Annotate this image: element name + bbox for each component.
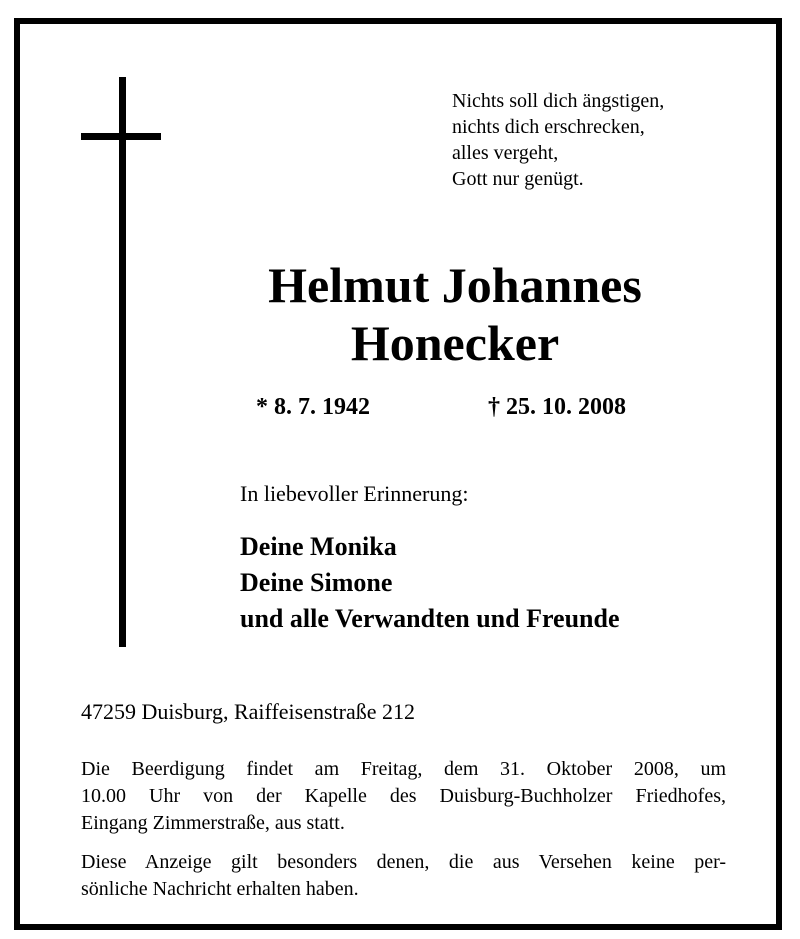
notice-line: sönliche Nachricht erhalten haben. — [81, 878, 359, 900]
notice-text — [81, 849, 726, 903]
funeral-info — [81, 756, 726, 837]
poem-line: Gott nur genügt. — [452, 168, 584, 190]
obituary-frame — [14, 18, 782, 930]
poem-line: nichts dich erschrecken, — [452, 116, 645, 138]
funeral-line: Die Beerdigung findet am Freitag, dem 31. Oktober 2008, um — [81, 758, 726, 780]
address: 47259 Duisburg, Raiffeisenstraße 212 — [81, 699, 416, 724]
birth-date: * 8. 7. 1942 — [256, 394, 370, 420]
mourner-line: und alle Verwandten und Freunde — [240, 604, 620, 633]
cross-icon-horizontal-bar — [81, 133, 161, 140]
mourner-line: Deine Monika — [240, 532, 397, 561]
poem-line: alles vergeht, — [452, 142, 559, 164]
deceased-name — [180, 256, 730, 372]
poem-line: Nichts soll dich ängstigen, — [452, 90, 665, 112]
memory-line: In liebevoller Erinnerung: — [240, 481, 469, 506]
name-line-2: Honecker — [350, 315, 560, 371]
poem — [452, 88, 664, 192]
name-line-1: Helmut Johannes — [268, 257, 642, 313]
mourner-line: Deine Simone — [240, 568, 393, 597]
mourners-list — [240, 529, 620, 637]
death-date: † 25. 10. 2008 — [488, 394, 626, 420]
funeral-line: Eingang Zimmerstraße, aus statt. — [81, 812, 345, 834]
notice-line: Diese Anzeige gilt besonders denen, die aus Versehen keine per- — [81, 851, 726, 873]
cross-icon-vertical-bar — [119, 77, 126, 647]
funeral-line: 10.00 Uhr von der Kapelle des Duisburg-Buchholzer Friedhofes, — [81, 785, 726, 807]
